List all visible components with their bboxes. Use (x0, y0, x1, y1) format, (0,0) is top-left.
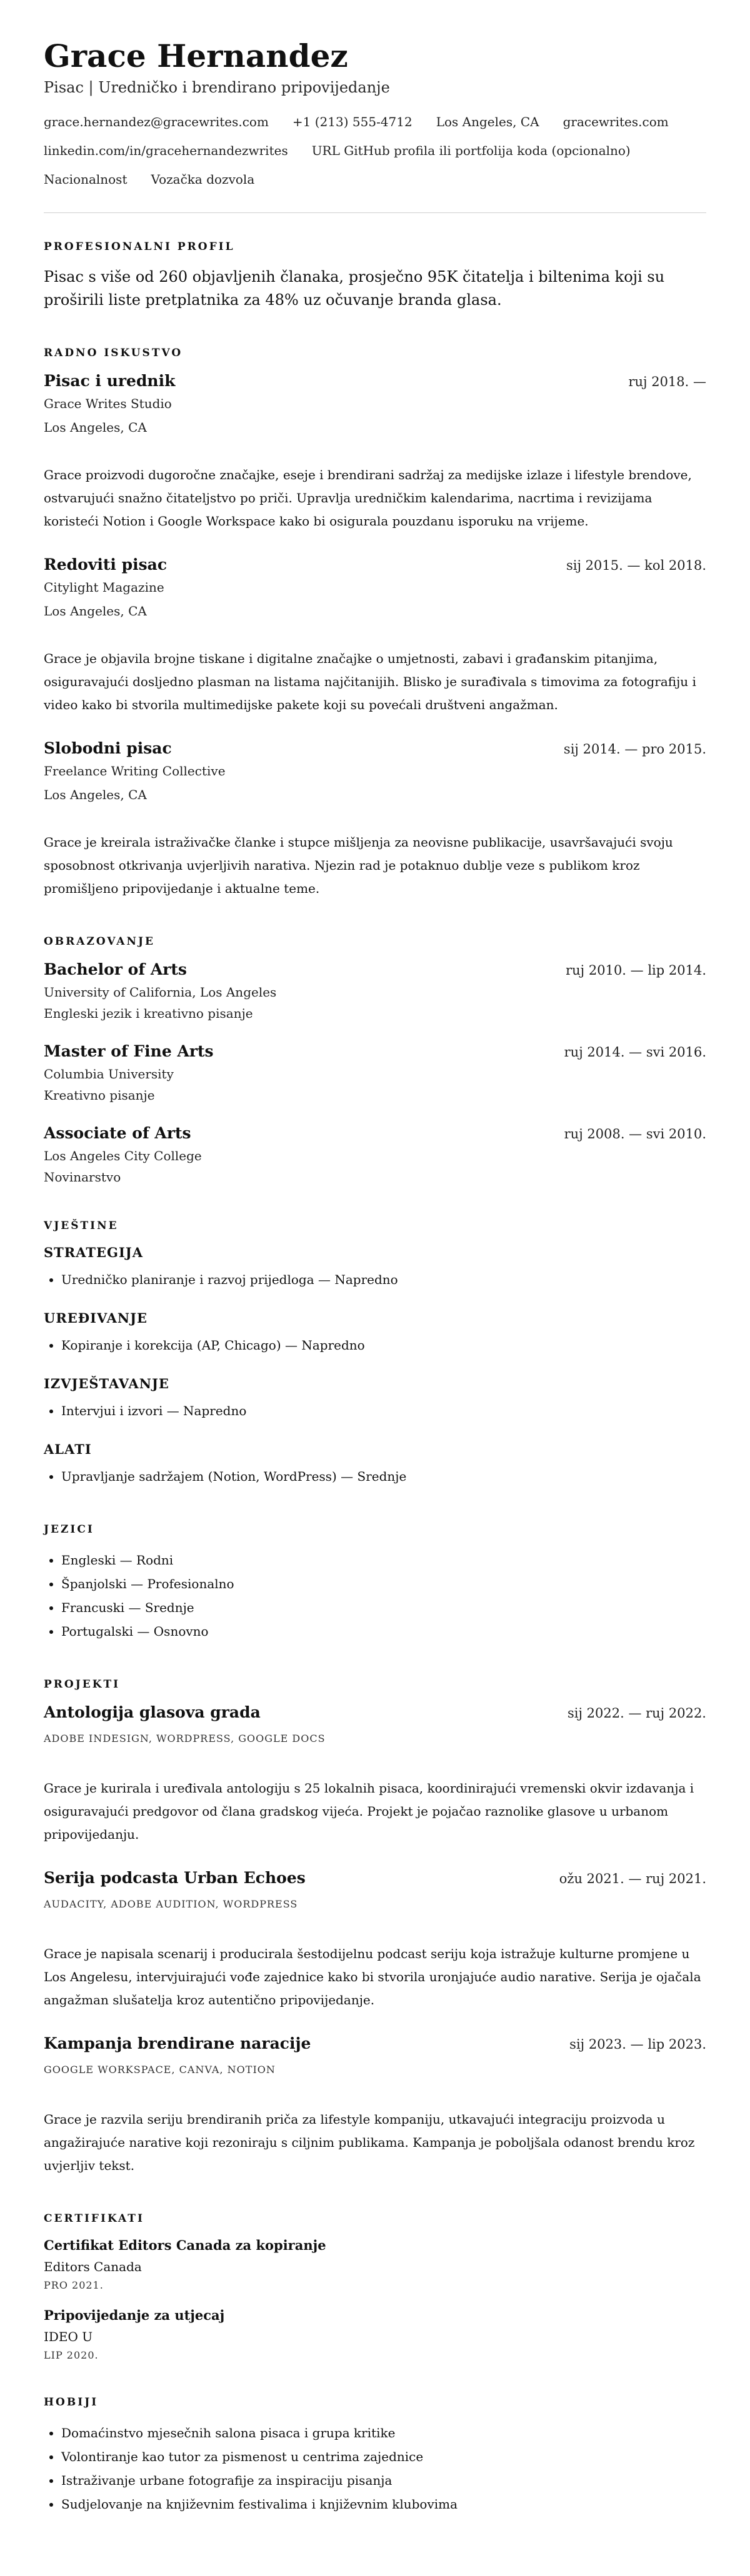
project-tech: AUDACITY, ADOBE AUDITION, WORDPRESS (44, 1898, 298, 1911)
projects-section (44, 1678, 706, 2177)
school-name: Los Angeles City College (44, 1148, 202, 1164)
header-divider (44, 212, 706, 213)
skills-section (44, 1220, 706, 1488)
project-date: sij 2022. — ruj 2022. (567, 1706, 706, 1721)
language-item: • Francuski — Srednje (61, 1596, 706, 1619)
section-title-projects: PROJEKTI (44, 1678, 121, 1691)
education-entry (44, 1124, 706, 1185)
degree-date: ruj 2010. — lip 2014. (566, 963, 706, 978)
degree-date: ruj 2008. — svi 2010. (564, 1126, 706, 1142)
section-title-languages: JEZICI (44, 1523, 94, 1536)
job-title: Redoviti pisac (44, 555, 168, 574)
skill-category: ALATI (44, 1441, 92, 1458)
skill-list (44, 1268, 706, 1291)
job-title: Slobodni pisac (44, 739, 172, 758)
section-title-skills: VJEŠTINE (44, 1220, 119, 1233)
degree-date: ruj 2014. — svi 2016. (564, 1045, 706, 1060)
project-date: sij 2023. — lip 2023. (569, 2037, 706, 2052)
education-entry (44, 960, 706, 1021)
contact-row-extra (44, 171, 706, 187)
job-description: Grace je objavila brojne tiskane i digitalne značajke o umjetnosti, zabavi i građanskim pitanjima, osiguravajući dosljedno plasman na listama najčitanijih. Blisko je surađivala s timovima za fotografiju i video kako bi stvorila multimedijske pakete koji su povećali društveni angažman. (44, 651, 696, 713)
school-name: University of California, Los Angeles (44, 985, 277, 1000)
section-title-experience: RADNO ISKUSTVO (44, 347, 183, 360)
skill-item: • Kopiranje i korekcija (AP, Chicago) — Napredno (61, 1333, 706, 1357)
contact-linkedin[interactable]: linkedin.com/in/gracehernandezwrites (44, 143, 288, 158)
contact-website[interactable]: gracewrites.com (562, 114, 669, 129)
contact-license: Vozačka dozvola (151, 172, 255, 187)
language-item: • Španjolski — Profesionalno (61, 1572, 706, 1596)
contact-email[interactable]: grace.hernandez@gracewrites.com (44, 114, 269, 129)
skill-list (44, 1333, 706, 1357)
job-description: Grace proizvodi dugoročne značajke, eseje i brendirani sadržaj za medijske izlaze i lifestyle brendove, ostvarujući snažno čitateljstvo po priči. Upravlja uredničkim kalendarima, nacrtima i revizijama koristeći Notion i Google Workspace kako bi osigurala pouzdanu isporuku na vrijeme. (44, 467, 692, 529)
project-entry (44, 1703, 706, 1846)
candidate-headline: Pisac | Uredničko i brendirano pripovijedanje (44, 79, 390, 96)
skill-category: UREĐIVANJE (44, 1310, 148, 1326)
skill-list (44, 1399, 706, 1423)
certificates-section (44, 2212, 706, 2361)
skill-item: • Upravljanje sadržajem (Notion, WordPress) — Srednje (61, 1465, 706, 1488)
skill-item: • Intervjui i izvori — Napredno (61, 1399, 706, 1423)
language-item: • Portugalski — Osnovno (61, 1619, 706, 1643)
certificate-name: Pripovijedanje za utjecaj (44, 2307, 225, 2324)
job-title: Pisac i urednik (44, 372, 176, 390)
contact-nationality: Nacionalnost (44, 172, 128, 187)
certificate-entry (44, 2237, 706, 2291)
job-location: Los Angeles, CA (44, 787, 147, 803)
job-date: sij 2015. — kol 2018. (566, 558, 706, 574)
project-name: Serija podcasta Urban Echoes (44, 1869, 306, 1887)
language-list (44, 1548, 706, 1643)
job-location: Los Angeles, CA (44, 420, 147, 435)
project-entry (44, 1869, 706, 2012)
skill-list (44, 1465, 706, 1488)
certificate-name: Certifikat Editors Canada za kopiranje (44, 2237, 326, 2254)
section-title-certificates: CERTIFIKATI (44, 2212, 144, 2225)
degree-title: Associate of Arts (44, 1124, 191, 1143)
language-item: • Engleski — Rodni (61, 1548, 706, 1572)
section-title-profile: PROFESIONALNI PROFIL (44, 241, 235, 253)
experience-entry (44, 555, 706, 717)
job-company: Freelance Writing Collective (44, 763, 226, 779)
school-name: Columbia University (44, 1067, 174, 1082)
education-entry (44, 1042, 706, 1103)
certificate-date: LIP 2020. (44, 2349, 99, 2362)
job-description: Grace je kreirala istraživačke članke i stupce mišljenja za neovisne publikacije, usavršavajući svoju sposobnost otkrivanja uvjerljivih narativa. Njezin rad je potaknuo dublje veze s publikom kroz promišljeno pripovijedanje i aktualne teme. (44, 835, 673, 897)
contact-phone[interactable]: +1 (213) 555-4712 (292, 114, 412, 129)
job-date: sij 2014. — pro 2015. (563, 742, 706, 757)
profile-summary: Pisac s više od 260 objavljenih članaka, prosječno 95K čitatelja i biltenima koji su proširili liste pretplatnika za 48% uz očuvanje branda glasa. (44, 268, 665, 309)
hobby-list (44, 2421, 706, 2516)
certificate-entry (44, 2307, 706, 2361)
section-title-hobbies: HOBIJI (44, 2396, 99, 2409)
resume-header (44, 37, 706, 187)
experience-section (44, 347, 706, 900)
project-tech: ADOBE INDESIGN, WORDPRESS, GOOGLE DOCS (44, 1733, 326, 1745)
job-date: ruj 2018. — (628, 374, 706, 390)
certificate-date: PRO 2021. (44, 2279, 104, 2292)
project-entry (44, 2034, 706, 2177)
contact-portfolio[interactable]: URL GitHub profila ili portfolija koda (opcionalno) (311, 143, 631, 158)
project-description: Grace je razvila seriju brendiranih priča za lifestyle kompaniju, utkavajući integraciju proizvoda u angažirajuće narative koji rezoniraju s ciljnim publikama. Kampanja je poboljšala odanost brendu kroz uvjerljiv tekst. (44, 2112, 695, 2174)
degree-title: Master of Fine Arts (44, 1042, 214, 1061)
study-field: Novinarstvo (44, 1170, 121, 1185)
project-date: ožu 2021. — ruj 2021. (559, 1871, 706, 1887)
hobby-item: • Volontiranje kao tutor za pismenost u centrima zajednice (61, 2445, 706, 2469)
study-field: Engleski jezik i kreativno pisanje (44, 1006, 253, 1022)
skill-item: • Uredničko planiranje i razvoj prijedloga — Napredno (61, 1268, 706, 1291)
certificate-issuer: Editors Canada (44, 2259, 142, 2275)
contact-location: Los Angeles, CA (436, 114, 539, 129)
experience-entry (44, 372, 706, 533)
project-tech: GOOGLE WORKSPACE, CANVA, NOTION (44, 2064, 276, 2076)
job-location: Los Angeles, CA (44, 604, 147, 619)
contact-row-links (44, 142, 706, 159)
languages-section (44, 1523, 706, 1643)
degree-title: Bachelor of Arts (44, 960, 188, 979)
experience-entry (44, 739, 706, 900)
project-description: Grace je napisala scenarij i producirala šestodijelnu podcast seriju koja istražuje kulturne promjene u Los Angelesu, intervjuirajući vođe zajednice kako bi stvorila uronjajuće audio narative. Serija je ojačala angažman slušatelja kroz autentično pripovijedanje. (44, 1946, 701, 2008)
education-section (44, 935, 706, 1185)
project-name: Kampanja brendirane naracije (44, 2034, 311, 2053)
hobbies-section (44, 2396, 706, 2516)
project-description: Grace je kurirala i uređivala antologiju s 25 lokalnih pisaca, koordinirajući vremenski okvir izdavanja i osiguravajući predgovor od člana gradskog vijeća. Projekt je pojačao raznolike glasove u urbanom pripovijedanju. (44, 1781, 694, 1842)
study-field: Kreativno pisanje (44, 1088, 155, 1103)
profile-section (44, 241, 706, 312)
skill-category: STRATEGIJA (44, 1245, 144, 1261)
skill-category: IZVJEŠTAVANJE (44, 1376, 169, 1392)
contact-row-primary (44, 114, 706, 130)
job-company: Grace Writes Studio (44, 396, 172, 412)
hobby-item: • Domaćinstvo mjesečnih salona pisaca i grupa kritike (61, 2421, 706, 2445)
hobby-item: • Sudjelovanje na književnim festivalima i književnim klubovima (61, 2492, 706, 2516)
certificate-issuer: IDEO U (44, 2329, 93, 2345)
candidate-name: Grace Hernandez (44, 37, 348, 74)
project-name: Antologija glasova grada (44, 1703, 261, 1722)
hobby-item: • Istraživanje urbane fotografije za inspiraciju pisanja (61, 2469, 706, 2492)
section-title-education: OBRAZOVANJE (44, 935, 156, 948)
job-company: Citylight Magazine (44, 580, 164, 595)
